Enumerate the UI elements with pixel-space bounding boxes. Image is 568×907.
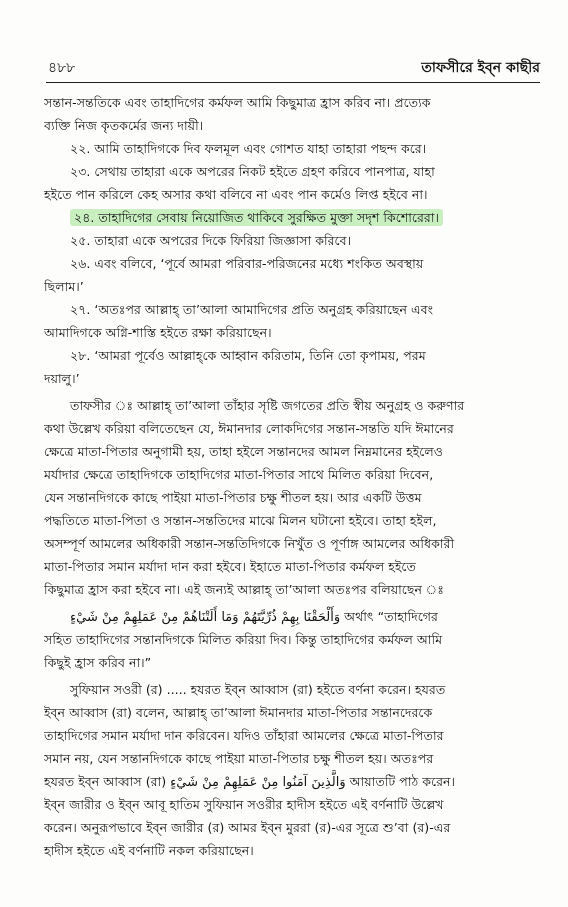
verse-26-line: ছিলাম।’ — [44, 279, 84, 294]
page-header — [48, 56, 540, 78]
header-divider — [46, 82, 540, 83]
tafsir-line: পদ্ধতিতে মাতা-পিতা ও সন্তান-সন্ততিদের মাঝে মিলন ঘটানো হইবে। তাহা হইল, — [44, 513, 437, 528]
arabic-verse: وَالَّذِينَ آمَنُوا مِنْ عَمَلِهِمْ مِنْ شَيْءٍ — [170, 775, 346, 790]
quote-line: সহিত তাহাদিগের সন্তানদিগকে মিলিত করিয়া দিব। কিন্তু তাহাদিগের কর্মফল আমি — [44, 632, 443, 647]
tafsir-line: মাতা-পিতার সমান মর্যাদা দান করা হইবে। ইহাতে মাতা-পিতার কর্মফল হইতে — [44, 559, 416, 574]
quote-translation-start: অর্থাৎ “তাহাদিগের — [340, 609, 438, 624]
verse-23-line: হইতে পান করিলে কেহ অসার কথা বলিবে না এবং পান কর্মেও লিপ্ত হইবে না। — [44, 187, 428, 202]
sufyan-line: তাহাদিগের সমান মর্যাদা দান করিবেন। যদিও তাঁহারা আমলের ক্ষেত্রে মাতা-পিতার — [44, 728, 444, 743]
tafsir-line: অসম্পূর্ণ আমলের অধিকারী সন্তান-সন্ততিদিগকে নিখুঁত ও পূর্ণাঙ্গ আমলের অধিকারী — [44, 536, 455, 551]
highlighted-verse-24[interactable]: ২৪. তাহাদিগের সেবায় নিয়োজিত থাকিবে সুরক্ষিত মুক্তা সদৃশ কিশোরেরা। — [70, 209, 443, 226]
arabic-verse: وَأَلْحَقْنَا بِهِمْ ذُرِّيَّتَهُمْ وَمَا أَلَتْنَاهُمْ مِنْ عَمَلِهِمْ مِنْ شَيْءٍ — [70, 610, 341, 625]
verse-25: ২৫. তাহারা একে অপরের দিকে ফিরিয়া জিজ্ঞাসা করিবে। — [70, 233, 352, 248]
verse-24 — [44, 206, 540, 229]
verse-27-line: আমাদিগকে অগ্নি-শাস্তি হইতে রক্ষা করিয়াছেন। — [44, 325, 272, 340]
verse-28-line: দয়ালু।’ — [44, 371, 80, 386]
tafsir-line: মর্যাদার ক্ষেত্রে তাহাদিগকে তাহাদিগের মাতা-পিতার সাথে মিলিত করিয়া দিবেন, — [44, 467, 434, 482]
verse-26-line: ২৬. এবং বলিবে, ‘পূর্বে আমরা পরিবার-পরিজনের মধ্যে শংকিত অবস্থায় — [70, 256, 424, 271]
verse-27-line: ২৭. ‘অতঃপর আল্লাহ্ তা’আলা আমাদিগের প্রতি অনুগ্রহ করিয়াছেন এবং — [70, 302, 434, 317]
page-body — [44, 91, 540, 862]
sufyan-line: ইব্‌ন আব্বাস (রা) বলেন, আল্লাহ্ তা’আলা ঈমানদার মাতা-পিতার সন্তানদেরকে — [44, 705, 433, 720]
sufyan-line-prefix: হযরত ইব্‌ন আব্বাস (রা) — [44, 774, 171, 789]
verse-23-line: ২৩. সেথায় তাহারা একে অপরের নিকট হইতে গ্রহণ করিবে পানপাত্র, যাহা — [70, 164, 435, 179]
tafsir-line: তাফসীর ঃ আল্লাহ্ তা’আলা তাঁহার সৃষ্টি জগতের প্রতি স্বীয় অনুগ্রহ ও করুণার — [70, 398, 465, 413]
sufyan-line: ইব্‌ন জারীর ও ইব্‌ন আবূ হাতিম সুফিয়ান সওরীর হাদীস হইতে এই বর্ণনাটি উল্লেখ — [44, 797, 444, 812]
sufyan-line: সমান নয়, যেন সন্তানদিগকে কাছে পাইয়া মাতা-পিতার চক্ষু শীতল হয়। অতঃপর — [44, 751, 434, 766]
sufyan-line — [44, 770, 540, 793]
tafsir-line: ক্ষেত্রে মাতা-পিতার অনুগামী হয়, তাহা হইলে সন্তানদের আমল নিম্নমানের হইলেও — [44, 444, 444, 459]
quote-line: কিছুই হ্রাস করিব না।” — [44, 655, 152, 670]
sufyan-line: হাদীস হইতে এই বর্ণনাটি নকল করিয়াছেন। — [44, 843, 254, 858]
tafsir-line: কথা উল্লেখ করিয়া বলিতেছেন যে, ঈমানদার লোকদিগের সন্তান-সন্ততি যদি ঈমানের — [44, 421, 454, 436]
tafsir-line: যেন সন্তানদিগকে কাছে পাইয়া মাতা-পিতার চক্ষু শীতল হয়। আর একটি উত্তম — [44, 490, 422, 505]
text-line: সন্তান-সন্ততিকে এবং তাহাদিগের কর্মফল আমি কিছুমাত্র হ্রাস করিব না। প্রত্যেক — [44, 95, 431, 110]
verse-28-line: ২৮. ‘আমরা পূর্বেও আল্লাহ্‌কে আহ্বান করিতাম, তিনি তো কৃপাময়, পরম — [70, 348, 426, 363]
sufyan-line: করেন। অনুরূপভাবে ইব্‌ন জারীর (র) আমর ইব্‌ন মুররা (র)-এর সূত্রে শু’বা (র)-এর — [44, 820, 451, 835]
running-title: তাফসীরে ইব্‌ন কাছীর — [421, 60, 540, 76]
page-number: ৪৮৮ — [48, 60, 76, 76]
text-line: ব্যক্তি নিজ কৃতকর্মের জন্য দায়ী। — [44, 118, 204, 133]
quote-line — [44, 605, 540, 628]
verse-22: ২২. আমি তাহাদিগকে দিব ফলমূল এবং গোশত যাহা তাহারা পছন্দ করে। — [70, 141, 427, 156]
tafsir-line: কিছুমাত্র হ্রাস করা হইবে না। এই জন্যই আল্লাহ্ তা’আলা অতঃপর বলিয়াছেন ঃ — [44, 582, 444, 597]
sufyan-line: সুফিয়ান সওরী (র) ..... হযরত ইব্‌ন আব্বাস (রা) হইতে বর্ণনা করেন। হযরত — [70, 682, 446, 697]
sufyan-line-suffix: আয়াতটি পাঠ করেন। — [345, 774, 456, 789]
